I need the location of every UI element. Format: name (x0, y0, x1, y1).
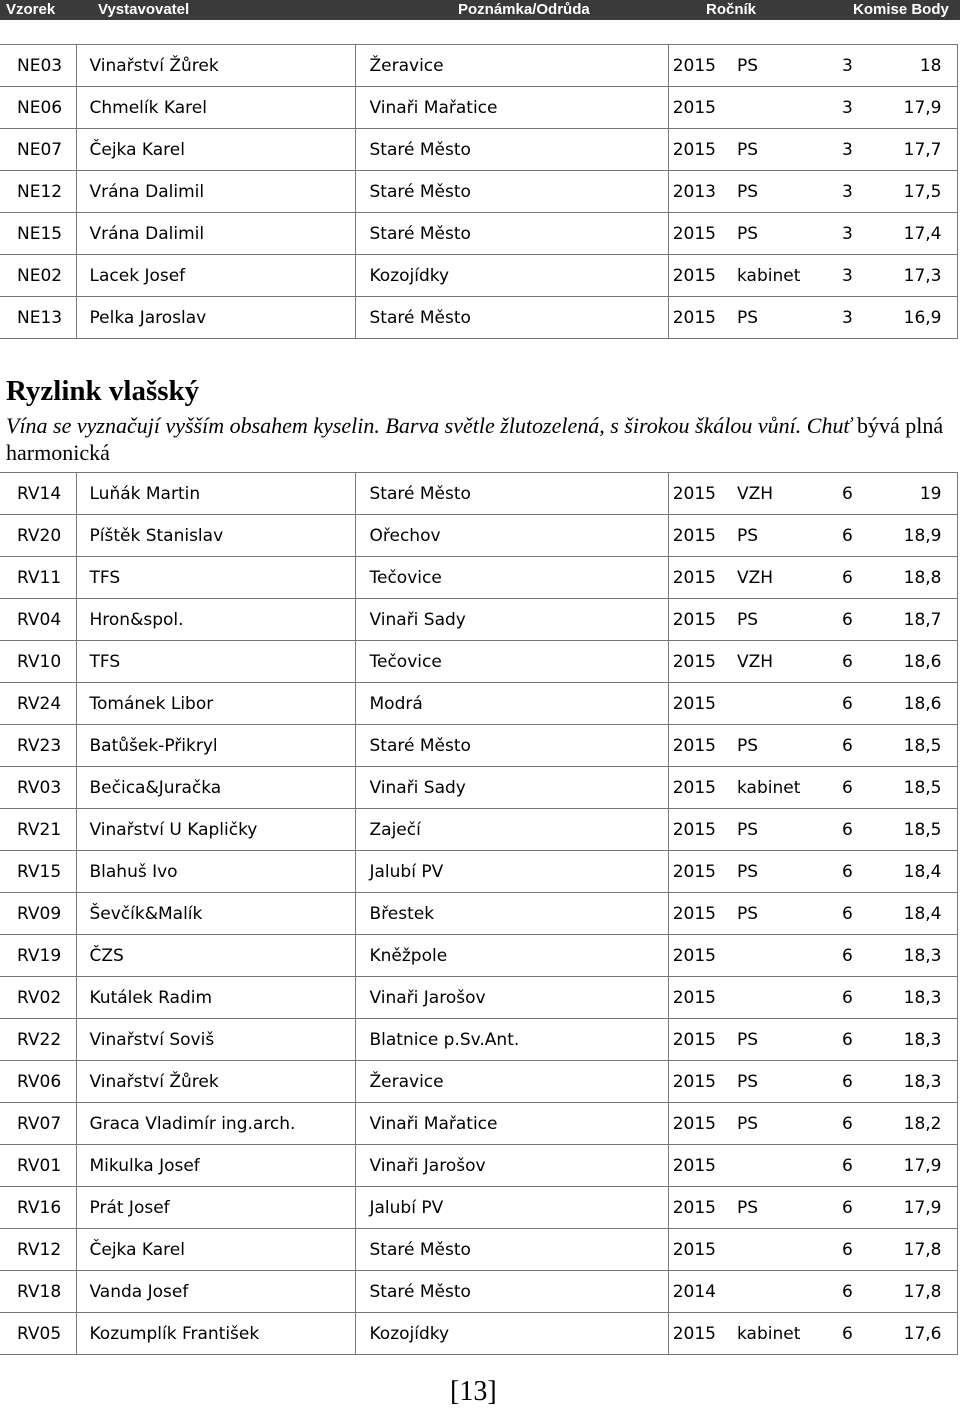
cell-predicate: kabinet (728, 1313, 842, 1355)
cell-komise: 6 (842, 893, 862, 935)
section-description-tail: bývá plná harmonická (6, 413, 944, 465)
cell-exhibitor: Vanda Josef (76, 1271, 355, 1313)
cell-exhibitor: ČZS (76, 935, 355, 977)
cell-sample-id: RV15 (0, 851, 76, 893)
cell-points: 18,5 (862, 767, 957, 809)
cell-exhibitor: Čejka Karel (76, 1229, 355, 1271)
table-row (0, 515, 957, 557)
cell-exhibitor: Vrána Dalimil (76, 171, 355, 213)
cell-year: 2014 (668, 1271, 728, 1313)
cell-year: 2015 (668, 767, 728, 809)
cell-komise: 6 (842, 515, 862, 557)
cell-predicate (728, 1145, 842, 1187)
cell-sample-id: RV24 (0, 683, 76, 725)
cell-year: 2015 (668, 809, 728, 851)
cell-year: 2015 (668, 1103, 728, 1145)
cell-points: 18 (862, 45, 957, 87)
cell-year: 2015 (668, 129, 728, 171)
cell-predicate: kabinet (728, 767, 842, 809)
cell-note: Blatnice p.Sv.Ant. (355, 1019, 668, 1061)
cell-note: Staré Město (355, 1229, 668, 1271)
table-row (0, 683, 957, 725)
cell-points: 18,4 (862, 851, 957, 893)
cell-komise: 6 (842, 1313, 862, 1355)
cell-exhibitor: Vinařství U Kapličky (76, 809, 355, 851)
cell-year: 2015 (668, 599, 728, 641)
cell-year: 2015 (668, 557, 728, 599)
cell-predicate (728, 1271, 842, 1313)
cell-sample-id: RV06 (0, 1061, 76, 1103)
cell-points: 17,7 (862, 129, 957, 171)
table-row (0, 1313, 957, 1355)
cell-points: 17,8 (862, 1271, 957, 1313)
results-table-ne-body (0, 45, 957, 339)
cell-note: Staré Město (355, 1271, 668, 1313)
cell-points: 18,3 (862, 935, 957, 977)
column-header-bar (0, 0, 960, 20)
cell-points: 18,6 (862, 683, 957, 725)
cell-points: 18,3 (862, 1061, 957, 1103)
cell-note: Tečovice (355, 641, 668, 683)
cell-komise: 3 (842, 129, 862, 171)
cell-predicate: PS (728, 45, 842, 87)
cell-komise: 3 (842, 45, 862, 87)
cell-year: 2015 (668, 893, 728, 935)
header-vzorek: Vzorek (6, 1, 56, 18)
cell-year: 2015 (668, 473, 728, 515)
cell-exhibitor: Vinařství Žůrek (76, 1061, 355, 1103)
cell-year: 2015 (668, 935, 728, 977)
cell-exhibitor: Bečica&Juračka (76, 767, 355, 809)
table-row (0, 171, 957, 213)
cell-predicate: PS (728, 171, 842, 213)
cell-year: 2015 (668, 515, 728, 557)
table-row (0, 297, 957, 339)
cell-sample-id: RV02 (0, 977, 76, 1019)
cell-exhibitor: Vinařství Žůrek (76, 45, 355, 87)
cell-exhibitor: Pelka Jaroslav (76, 297, 355, 339)
table-row (0, 641, 957, 683)
cell-predicate: PS (728, 809, 842, 851)
cell-komise: 6 (842, 977, 862, 1019)
cell-sample-id: RV21 (0, 809, 76, 851)
cell-exhibitor: Graca Vladimír ing.arch. (76, 1103, 355, 1145)
cell-komise: 3 (842, 171, 862, 213)
cell-year: 2015 (668, 725, 728, 767)
cell-points: 18,7 (862, 599, 957, 641)
cell-sample-id: RV16 (0, 1187, 76, 1229)
cell-exhibitor: Čejka Karel (76, 129, 355, 171)
cell-komise: 3 (842, 255, 862, 297)
cell-points: 17,9 (862, 1187, 957, 1229)
cell-predicate: PS (728, 515, 842, 557)
cell-note: Ořechov (355, 515, 668, 557)
cell-predicate: PS (728, 129, 842, 171)
cell-sample-id: RV12 (0, 1229, 76, 1271)
cell-sample-id: RV18 (0, 1271, 76, 1313)
cell-exhibitor: Kutálek Radim (76, 977, 355, 1019)
cell-sample-id: RV23 (0, 725, 76, 767)
cell-points: 17,9 (862, 1145, 957, 1187)
cell-points: 17,3 (862, 255, 957, 297)
cell-predicate: PS (728, 1103, 842, 1145)
cell-sample-id: RV01 (0, 1145, 76, 1187)
cell-note: Vinaři Mařatice (355, 87, 668, 129)
table-row (0, 851, 957, 893)
cell-year: 2015 (668, 213, 728, 255)
cell-note: Staré Město (355, 171, 668, 213)
cell-sample-id: NE13 (0, 297, 76, 339)
cell-year: 2015 (668, 977, 728, 1019)
cell-exhibitor: Batůšek-Přikryl (76, 725, 355, 767)
cell-year: 2015 (668, 641, 728, 683)
table-row (0, 1145, 957, 1187)
cell-predicate: kabinet (728, 255, 842, 297)
cell-komise: 6 (842, 767, 862, 809)
cell-points: 18,3 (862, 1019, 957, 1061)
cell-sample-id: NE02 (0, 255, 76, 297)
cell-note: Kozojídky (355, 1313, 668, 1355)
cell-sample-id: NE07 (0, 129, 76, 171)
table-row (0, 87, 957, 129)
table-row (0, 473, 957, 515)
cell-predicate: VZH (728, 641, 842, 683)
header-rocnik: Ročník (706, 1, 757, 18)
cell-note: Jalubí PV (355, 1187, 668, 1229)
cell-predicate: PS (728, 725, 842, 767)
cell-exhibitor: Blahuš Ivo (76, 851, 355, 893)
table-row (0, 1271, 957, 1313)
table-row (0, 893, 957, 935)
cell-year: 2015 (668, 45, 728, 87)
cell-predicate: PS (728, 1187, 842, 1229)
cell-exhibitor: Hron&spol. (76, 599, 355, 641)
cell-sample-id: RV07 (0, 1103, 76, 1145)
cell-year: 2015 (668, 1061, 728, 1103)
cell-sample-id: NE12 (0, 171, 76, 213)
cell-points: 18,3 (862, 977, 957, 1019)
cell-points: 17,4 (862, 213, 957, 255)
cell-points: 17,8 (862, 1229, 957, 1271)
cell-points: 17,5 (862, 171, 957, 213)
cell-komise: 6 (842, 473, 862, 515)
cell-sample-id: RV19 (0, 935, 76, 977)
cell-sample-id: RV14 (0, 473, 76, 515)
cell-exhibitor: Lacek Josef (76, 255, 355, 297)
cell-exhibitor: Vinařství Soviš (76, 1019, 355, 1061)
cell-year: 2015 (668, 851, 728, 893)
table-row (0, 129, 957, 171)
cell-sample-id: RV05 (0, 1313, 76, 1355)
cell-points: 18,5 (862, 725, 957, 767)
table-row (0, 213, 957, 255)
cell-note: Kozojídky (355, 255, 668, 297)
results-table-rv (0, 472, 958, 1355)
cell-note: Staré Město (355, 213, 668, 255)
cell-predicate (728, 935, 842, 977)
cell-note: Žeravice (355, 1061, 668, 1103)
table-row (0, 599, 957, 641)
cell-komise: 6 (842, 1187, 862, 1229)
cell-points: 18,4 (862, 893, 957, 935)
cell-note: Vinaři Sady (355, 767, 668, 809)
cell-komise: 6 (842, 1229, 862, 1271)
cell-year: 2015 (668, 1187, 728, 1229)
cell-note: Zaječí (355, 809, 668, 851)
cell-note: Vinaři Sady (355, 599, 668, 641)
cell-predicate (728, 683, 842, 725)
cell-exhibitor: Prát Josef (76, 1187, 355, 1229)
table-row (0, 255, 957, 297)
cell-points: 17,6 (862, 1313, 957, 1355)
header-vystavovatel: Vystavovatel (98, 1, 190, 18)
cell-predicate: VZH (728, 473, 842, 515)
cell-predicate: PS (728, 851, 842, 893)
cell-sample-id: NE06 (0, 87, 76, 129)
cell-note: Vinaři Mařatice (355, 1103, 668, 1145)
cell-sample-id: RV10 (0, 641, 76, 683)
cell-year: 2015 (668, 1229, 728, 1271)
header-komise-body: Komise Body (853, 1, 949, 18)
table-row (0, 45, 957, 87)
cell-komise: 6 (842, 725, 862, 767)
cell-sample-id: RV11 (0, 557, 76, 599)
section-description-italic: Vína se vyznačují vyšším obsahem kyselin. Barva světle žlutozelená, s širokou škálou vůní. Chuť (6, 413, 852, 438)
cell-komise: 6 (842, 599, 862, 641)
cell-predicate (728, 87, 842, 129)
cell-year: 2015 (668, 297, 728, 339)
cell-points: 17,9 (862, 87, 957, 129)
cell-komise: 6 (842, 557, 862, 599)
cell-komise: 3 (842, 87, 862, 129)
cell-sample-id: RV03 (0, 767, 76, 809)
cell-predicate: PS (728, 297, 842, 339)
cell-predicate: PS (728, 213, 842, 255)
cell-predicate (728, 977, 842, 1019)
table-row (0, 1019, 957, 1061)
cell-komise: 6 (842, 1019, 862, 1061)
table-row (0, 1103, 957, 1145)
table-row (0, 557, 957, 599)
cell-predicate: PS (728, 599, 842, 641)
cell-komise: 6 (842, 851, 862, 893)
results-table-rv-body (0, 473, 957, 1355)
cell-points: 18,8 (862, 557, 957, 599)
cell-note: Vinaři Jarošov (355, 1145, 668, 1187)
cell-exhibitor: Tománek Libor (76, 683, 355, 725)
cell-komise: 6 (842, 1061, 862, 1103)
section-title: Ryzlink vlašský (6, 375, 200, 407)
cell-exhibitor: Píštěk Stanislav (76, 515, 355, 557)
cell-points: 19 (862, 473, 957, 515)
cell-points: 18,9 (862, 515, 957, 557)
cell-note: Vinaři Jarošov (355, 977, 668, 1019)
cell-note: Modrá (355, 683, 668, 725)
table-row (0, 935, 957, 977)
table-row (0, 725, 957, 767)
page-number: [13] (450, 1376, 497, 1407)
cell-year: 2013 (668, 171, 728, 213)
cell-year: 2015 (668, 1019, 728, 1061)
cell-predicate (728, 1229, 842, 1271)
cell-sample-id: NE03 (0, 45, 76, 87)
cell-note: Jalubí PV (355, 851, 668, 893)
table-row (0, 977, 957, 1019)
cell-predicate: PS (728, 1061, 842, 1103)
cell-note: Staré Město (355, 725, 668, 767)
cell-points: 16,9 (862, 297, 957, 339)
cell-points: 18,6 (862, 641, 957, 683)
cell-sample-id: RV09 (0, 893, 76, 935)
cell-year: 2015 (668, 1145, 728, 1187)
cell-predicate: VZH (728, 557, 842, 599)
cell-exhibitor: TFS (76, 641, 355, 683)
cell-sample-id: NE15 (0, 213, 76, 255)
cell-komise: 6 (842, 1103, 862, 1145)
cell-exhibitor: TFS (76, 557, 355, 599)
cell-note: Staré Město (355, 473, 668, 515)
cell-komise: 3 (842, 297, 862, 339)
section-description (6, 412, 956, 466)
cell-komise: 6 (842, 683, 862, 725)
table-row (0, 767, 957, 809)
results-table-ne (0, 44, 958, 339)
cell-note: Břestek (355, 893, 668, 935)
cell-year: 2015 (668, 683, 728, 725)
cell-year: 2015 (668, 255, 728, 297)
cell-komise: 6 (842, 1145, 862, 1187)
cell-points: 18,5 (862, 809, 957, 851)
cell-komise: 6 (842, 809, 862, 851)
header-poznamka: Poznámka/Odrůda (458, 1, 590, 18)
cell-note: Staré Město (355, 129, 668, 171)
cell-predicate: PS (728, 893, 842, 935)
cell-exhibitor: Kozumplík František (76, 1313, 355, 1355)
cell-komise: 3 (842, 213, 862, 255)
table-row (0, 1229, 957, 1271)
cell-komise: 6 (842, 1271, 862, 1313)
cell-exhibitor: Luňák Martin (76, 473, 355, 515)
cell-note: Staré Město (355, 297, 668, 339)
cell-sample-id: RV22 (0, 1019, 76, 1061)
cell-note: Tečovice (355, 557, 668, 599)
cell-note: Žeravice (355, 45, 668, 87)
cell-komise: 6 (842, 641, 862, 683)
cell-exhibitor: Vrána Dalimil (76, 213, 355, 255)
cell-exhibitor: Ševčík&Malík (76, 893, 355, 935)
table-row (0, 1061, 957, 1103)
cell-exhibitor: Chmelík Karel (76, 87, 355, 129)
cell-sample-id: RV20 (0, 515, 76, 557)
cell-predicate: PS (728, 1019, 842, 1061)
table-row (0, 809, 957, 851)
cell-exhibitor: Mikulka Josef (76, 1145, 355, 1187)
cell-year: 2015 (668, 87, 728, 129)
table-row (0, 1187, 957, 1229)
cell-sample-id: RV04 (0, 599, 76, 641)
cell-note: Kněžpole (355, 935, 668, 977)
cell-points: 18,2 (862, 1103, 957, 1145)
cell-year: 2015 (668, 1313, 728, 1355)
cell-komise: 6 (842, 935, 862, 977)
